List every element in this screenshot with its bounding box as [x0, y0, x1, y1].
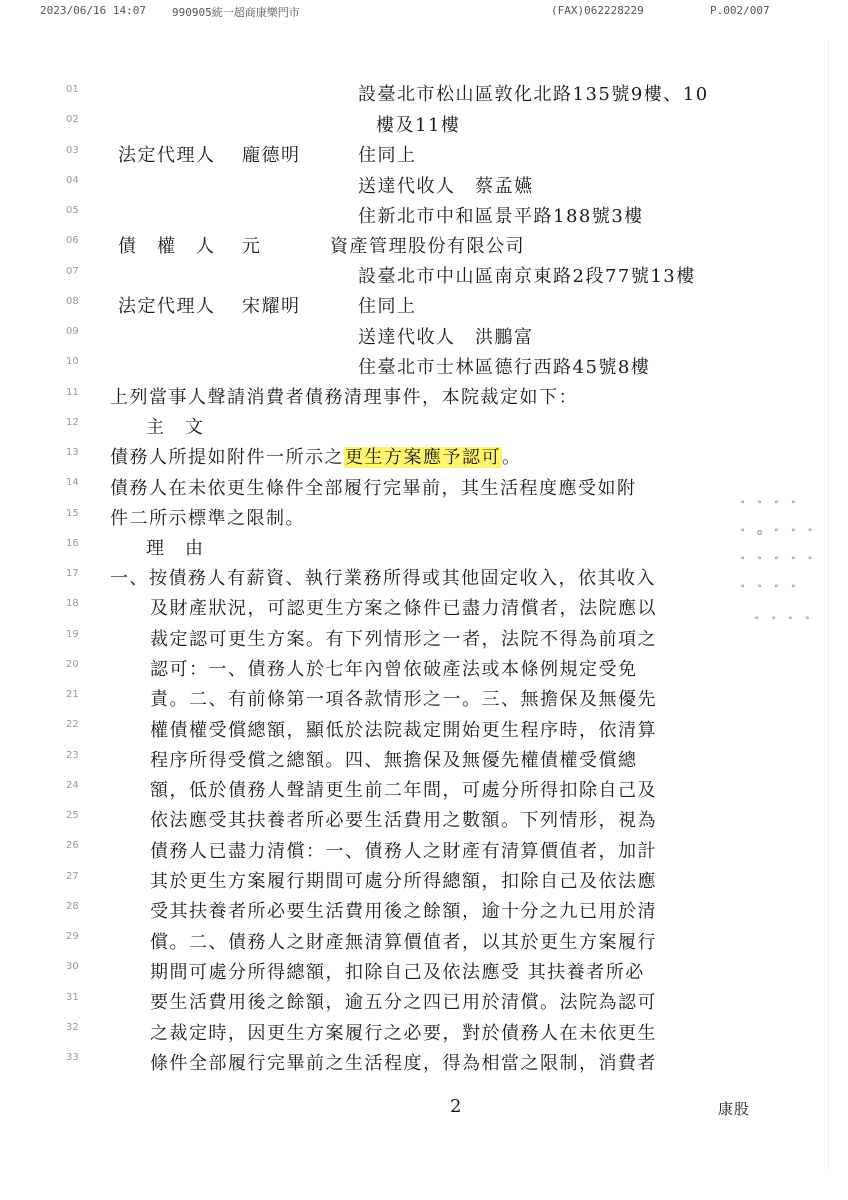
party-line-02: 樓及11樓 [376, 115, 461, 136]
party-line-01: 設臺北市松山區敦化北路135號9樓、10 [358, 84, 709, 105]
reason-line: 受其扶養者所必要生活費用後之餘額，逾十分之九已用於清 [150, 901, 657, 923]
rep-role-2: 法定代理人 [118, 296, 216, 317]
main-text-line-14: 債務人在未依更生條件全部履行完畢前，其生活程度應受如附 [110, 478, 637, 499]
reasons-heading: 理 由 [146, 538, 205, 559]
fax-number: (FAX)062228229 [551, 4, 644, 17]
line-number: 06 [66, 235, 79, 247]
line-number: 22 [66, 719, 79, 731]
reason-line: 條件全部履行完畢前之生活程度，得為相當之限制，消費者 [150, 1052, 657, 1074]
binder-hole-mark: ° ° ° ° [740, 584, 799, 594]
reason-line: 額，低於債務人聲請更生前二年間，可處分所得扣除自己及 [150, 780, 657, 802]
line-number: 20 [66, 658, 79, 670]
highlighted-approval: 更生方案應予認可 [345, 447, 501, 468]
line-number: 21 [66, 689, 79, 700]
party-line-10: 住臺北市士林區德行西路45號8樓 [358, 357, 651, 378]
reason-line: 要生活費用後之餘額，逾五分之四已用於清償。法院為認可 [150, 992, 657, 1014]
line-number: 26 [66, 840, 79, 852]
party-line-05: 住新北市中和區景平路188號3樓 [358, 206, 644, 227]
main-heading: 主 文 [146, 417, 205, 438]
line-number: 12 [66, 416, 79, 428]
line-number: 10 [66, 356, 79, 368]
line-number: 17 [66, 568, 79, 579]
main-text-line-13: 債務人所提如附件一所示之更生方案應予認可。 [110, 447, 522, 468]
line-number: 11 [66, 386, 79, 398]
party-line-04: 送達代收人 蔡孟嬿 [358, 176, 534, 197]
line-number: 19 [66, 628, 79, 640]
line-number: 27 [66, 870, 79, 882]
rep-address-2: 住同上 [358, 296, 417, 317]
line-number: 16 [66, 537, 79, 549]
reason-line: 認可：一、債務人於七年內曾依破產法或本條例規定受免 [150, 658, 638, 680]
reason-line: 之裁定時，因更生方案履行之必要，對於債務人在未依更生 [150, 1022, 657, 1044]
party-line-09: 送達代收人 洪鵬富 [358, 327, 534, 348]
fax-datetime: 2023/06/16 14:07 [40, 4, 146, 17]
main-text-line-15: 件二所示標準之限制。 [110, 508, 305, 529]
reason-line: 及財產狀況，可認更生方案之條件已盡力清償者，法院應以 [150, 598, 657, 620]
reason-line: 裁定認可更生方案。有下列情形之一者，法院不得為前項之 [150, 628, 657, 650]
line-number: 13 [66, 447, 79, 458]
binder-hole-mark: ° ° ° ° ° [740, 556, 816, 566]
line-number: 23 [66, 749, 79, 761]
page-number: 2 [450, 1096, 462, 1117]
clerk-division: 康股 [718, 1100, 751, 1118]
line-number: 14 [66, 477, 79, 489]
line-number: 05 [66, 205, 79, 216]
reason-line: 償。二、債務人之財產無清算價值者，以其於更生方案履行 [150, 931, 657, 953]
line-number: 24 [66, 779, 79, 791]
creditor-name: 元 [242, 236, 262, 257]
line-number: 02 [66, 114, 79, 126]
line-number: 25 [66, 810, 79, 821]
page-edge-line [828, 40, 829, 1170]
rep-address-1: 住同上 [358, 145, 417, 166]
line-number: 01 [66, 84, 79, 95]
fax-page: P.002/007 [710, 4, 770, 17]
creditor-role: 債 權 人 [118, 236, 216, 257]
ruling-intro: 上列當事人聲請消費者債務清理事件，本院裁定如下： [110, 387, 578, 408]
line-number: 03 [66, 144, 79, 156]
rep-name-2: 宋耀明 [242, 296, 301, 317]
line-number: 07 [66, 265, 79, 277]
reason-line: 權債權受償總額，顯低於法院裁定開始更生程序時，依清算 [150, 719, 657, 741]
binder-hole-mark: ° ° ° ° [754, 616, 813, 626]
fax-sender: 990905統一超商康樂門市 [172, 6, 300, 19]
line-number: 32 [66, 1021, 79, 1033]
line-number: 18 [66, 598, 79, 610]
line-number: 09 [66, 326, 79, 337]
line-number: 29 [66, 931, 79, 942]
reason-line: 一、按債務人有薪資、執行業務所得或其他固定收入，依其收入 [110, 568, 656, 589]
rep-name-1: 龐德明 [242, 145, 301, 166]
line-number: 15 [66, 507, 79, 519]
line-number: 08 [66, 295, 79, 307]
party-line-07: 設臺北市中山區南京東路2段77號13樓 [358, 266, 696, 287]
rep-role-1: 法定代理人 [118, 145, 216, 166]
binder-hole-mark: ° ° ° ° [740, 500, 799, 510]
reason-line: 程序所得受償之總額。四、無擔保及無優先權債權受償總 [150, 749, 638, 771]
line-number: 28 [66, 900, 79, 912]
line-number: 04 [66, 174, 79, 186]
line-number: 33 [66, 1052, 79, 1063]
creditor-company: 資產管理股份有限公司 [330, 236, 525, 257]
reason-line: 期間可處分所得總額，扣除自己及依法應受 其扶養者所必 [150, 961, 645, 983]
reason-line: 債務人已盡力清償：一、債務人之財產有清算價值者，加計 [150, 840, 657, 862]
line-number: 30 [66, 961, 79, 973]
reason-line: 依法應受其扶養者所必要生活費用之數額。下列情形，視為 [150, 810, 657, 832]
binder-hole-mark: ° o ° ° ° [740, 528, 816, 538]
reason-line: 其於更生方案履行期間可處分所得總額，扣除自己及依法應 [150, 871, 657, 892]
reason-line: 責。二、有前條第一項各款情形之一。三、無擔保及無優先 [150, 689, 657, 711]
line-number: 31 [66, 991, 79, 1003]
